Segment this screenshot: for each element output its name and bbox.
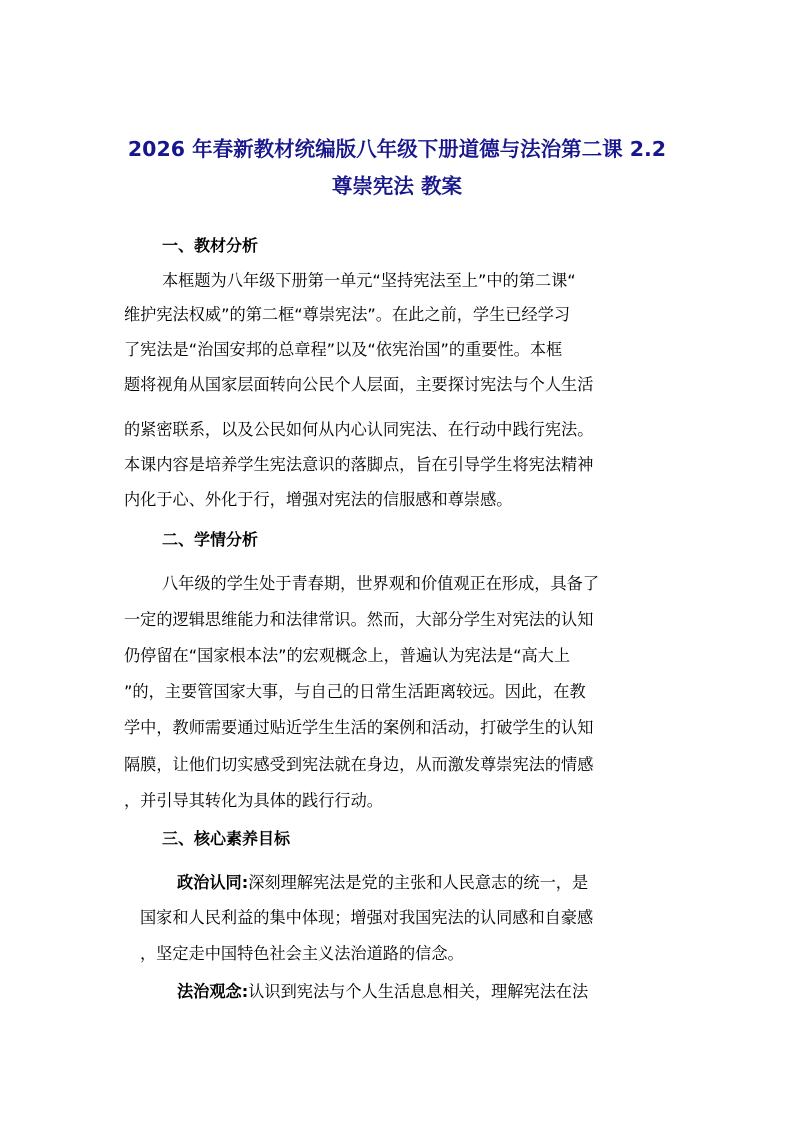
goal-item-political-identity [177, 873, 588, 893]
paragraph-line: 隔膜，让他们切实感受到宪法就在身边，从而激发尊崇宪法的情感 [124, 755, 594, 774]
paragraph-line: 了宪法是“治国安邦的总章程”以及“依宪治国”的重要性。本框 [124, 340, 563, 359]
paragraph-line: 维护宪法权威”的第二框“尊崇宪法”。在此之前，学生已经学习 [124, 305, 571, 324]
goal-label: 政治认同: [177, 873, 249, 892]
goal-label: 法治观念: [177, 982, 249, 1001]
paragraph-line: 八年级的学生处于青春期，世界观和价值观正在形成，具备了 [162, 574, 600, 593]
paragraph-line: 本框题为八年级下册第一单元“坚持宪法至上”中的第二课“ [162, 271, 576, 290]
paragraph-line: 一定的逻辑思维能力和法律常识。然而，大部分学生对宪法的认知 [124, 610, 594, 629]
paragraph-line: 题将视角从国家层面转向公民个人层面，主要探讨宪法与个人生活 [124, 375, 594, 394]
paragraph-line: 学中，教师需要通过贴近学生生活的案例和活动，打破学生的认知 [124, 718, 594, 737]
section-heading-textbook-analysis: 一、教材分析 [162, 236, 259, 255]
section-heading-student-analysis: 二、学情分析 [162, 530, 259, 549]
document-title-line-2: 尊崇宪法 教案 [331, 174, 463, 198]
paragraph-line: 本课内容是培养学生宪法意识的落脚点，旨在引导学生将宪法精神 [124, 455, 594, 474]
goal-text: 认识到宪法与个人生活息息相关，理解宪法在法 [248, 982, 589, 1001]
goal-item-rule-of-law [177, 982, 588, 1002]
section-heading-core-literacy-goals: 三、核心素养目标 [162, 829, 291, 848]
paragraph-line: 国家和人民利益的集中体现；增强对我国宪法的认同感和自豪感 [140, 908, 594, 927]
goal-text: 深刻理解宪法是党的主张和人民意志的统一，是 [248, 873, 589, 892]
document-title-line-1: 2026 年春新教材统编版八年级下册道德与法治第二课 2.2 [127, 137, 667, 161]
paragraph-line: ”的，主要管国家大事，与自己的日常生活距离较远。因此，在教 [124, 682, 586, 701]
paragraph-line: ，坚定走中国特色社会主义法治道路的信念。 [140, 944, 464, 963]
paragraph-line: ，并引导其转化为具体的践行行动。 [124, 791, 383, 810]
paragraph-line: 仍停留在“国家根本法”的宏观概念上，普遍认为宪法是“高大上 [124, 646, 571, 665]
paragraph-line: 的紧密联系，以及公民如何从内心认同宪法、在行动中践行宪法。 [124, 420, 594, 439]
paragraph-line: 内化于心、外化于行，增强对宪法的信服感和尊崇感。 [124, 490, 513, 509]
